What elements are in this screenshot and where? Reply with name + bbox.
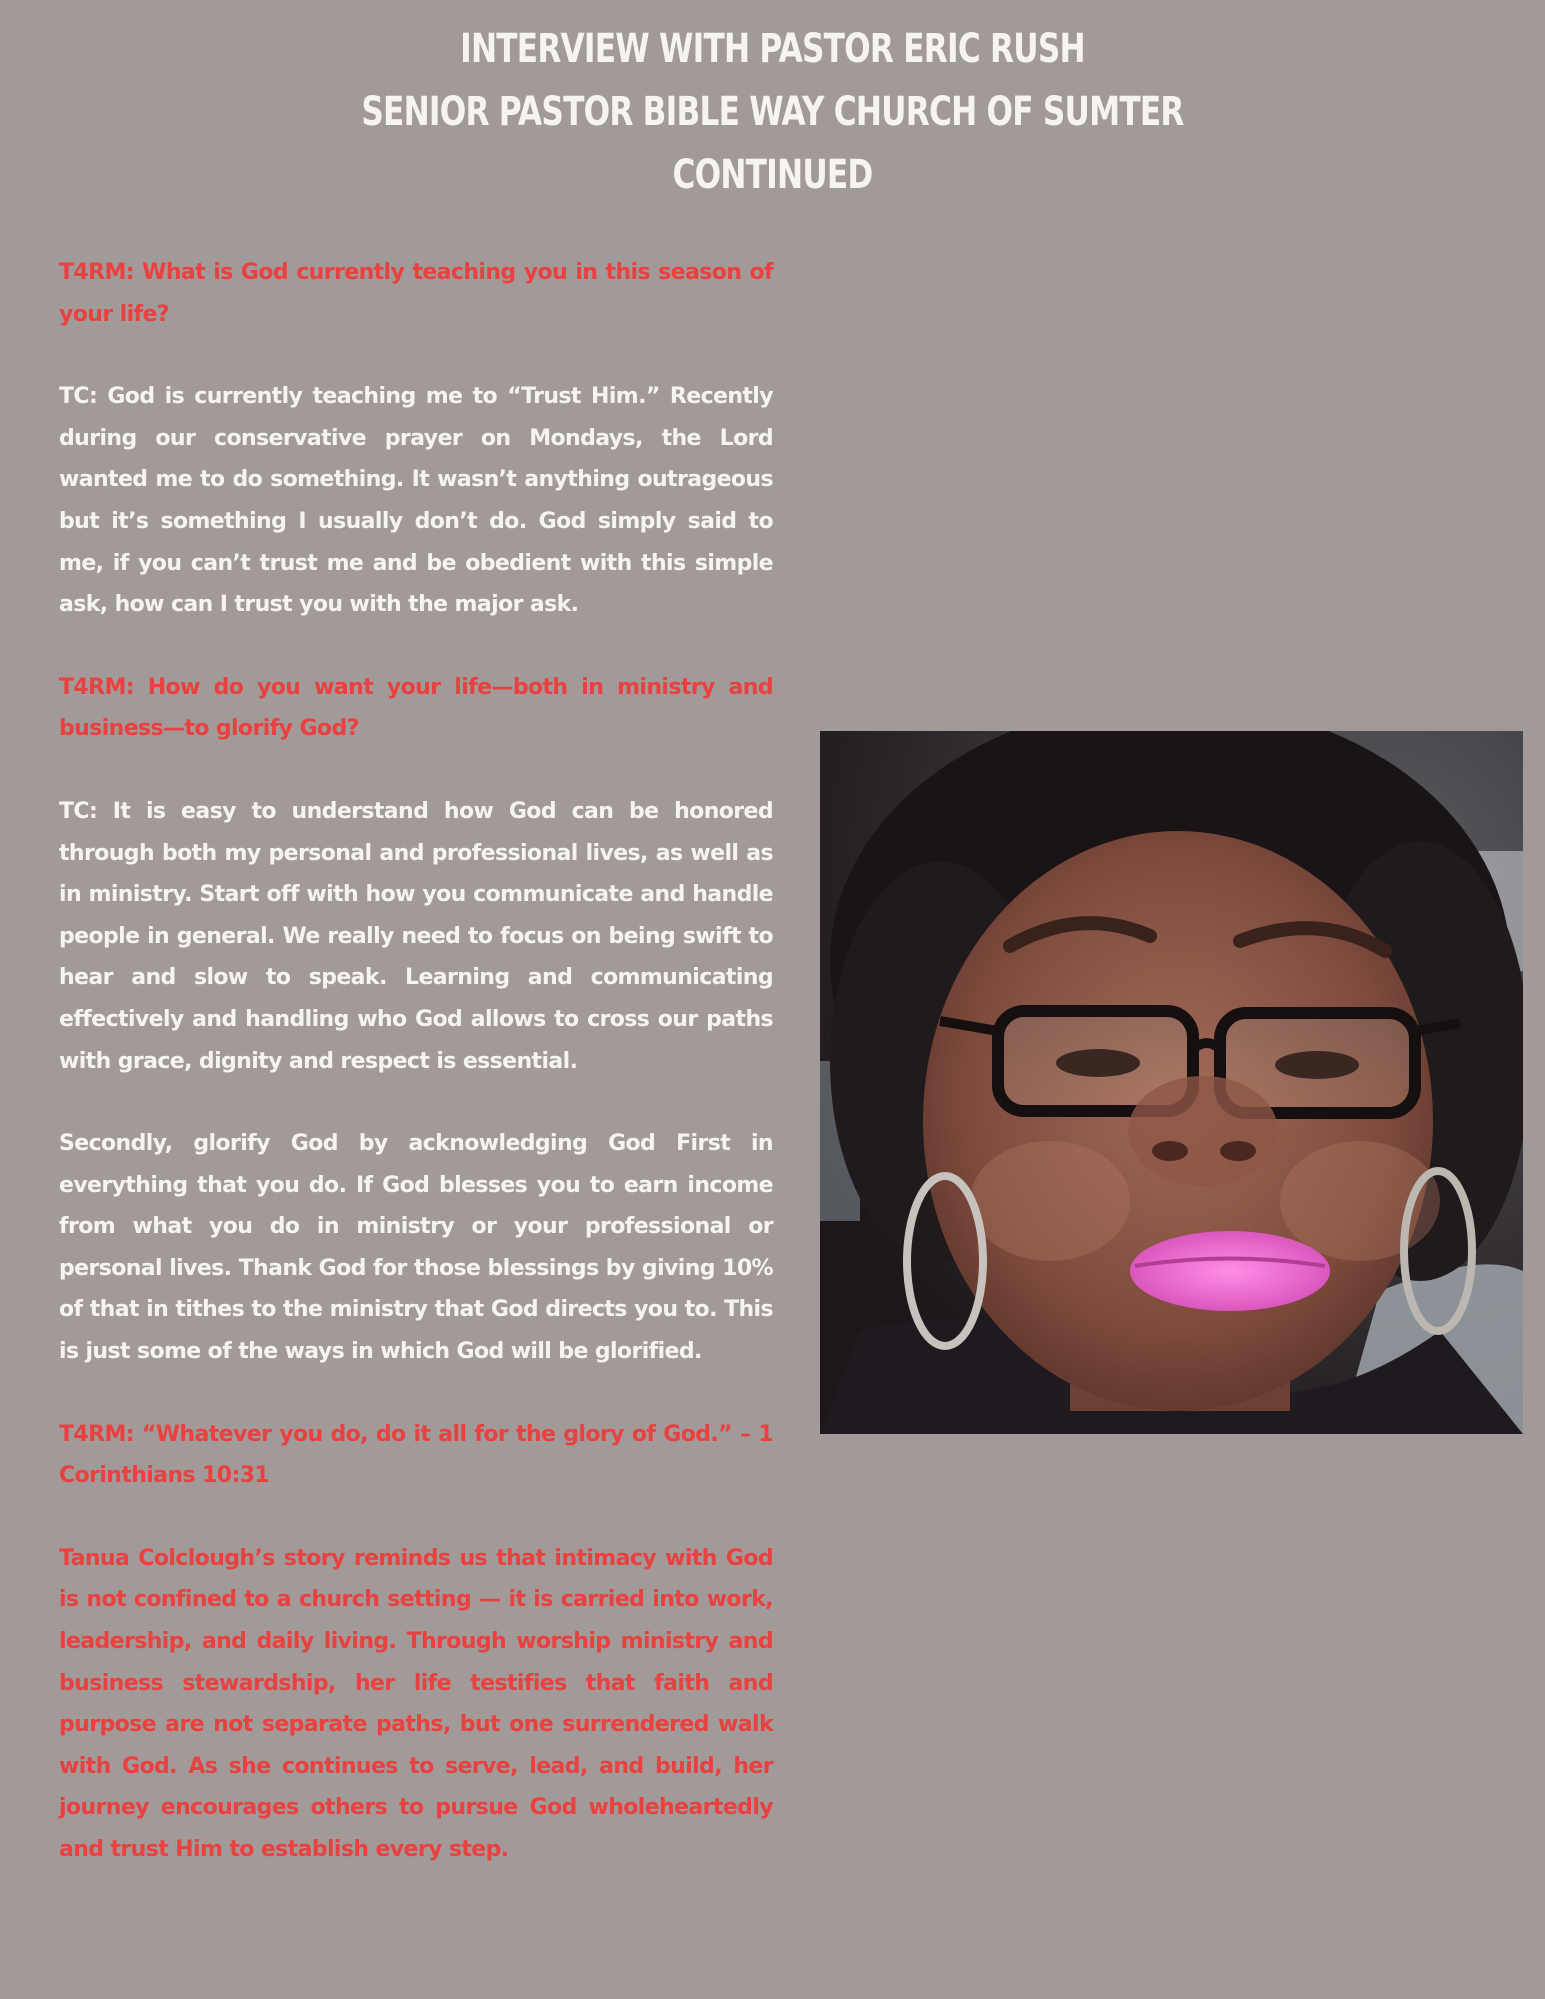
question-1: T4RM: What is God currently teaching you in this season of your life?	[59, 260, 773, 327]
answer-2: TC: It is easy to understand how God can be honored through both my personal and professional lives, as well as in ministry. Start off with how you communicate and handle people in general. We really need to focus on being swift to hear and slow to speak. Learning and communicating effectively and handling who God allows to cross our paths with grace, dignity and respect is essential.	[59, 798, 773, 1074]
scripture-quote: T4RM: “Whatever you do, do it all for the glory of God.” – 1 Corinthians 10:31	[59, 1421, 773, 1489]
answer-1: TC: God is currently teaching me to “Trust Him.” Recently during our conservative prayer on Mondays, the Lord wanted me to do something. It wasn’t anything outrageous but it’s something I usually don’t do. God simply said to me, if you can’t trust me and be obedient with this simple ask, how can I trust you with the major ask.	[59, 384, 773, 618]
interview-body	[59, 252, 773, 1912]
page-header	[0, 18, 1545, 207]
question-2: T4RM: How do you want your life—both in ministry and business—to glorify God?	[59, 674, 773, 742]
header-title: INTERVIEW WITH PASTOR ERIC RUSH	[460, 26, 1085, 72]
portrait-photo	[820, 731, 1523, 1434]
answer-2-continued: Secondly, glorify God by acknowledging God First in everything that you do. If God blesses you to earn income from what you do in ministry or your professional or personal lives. Thank God for those blessings by giving 10% of that in tithes to the ministry that God directs you to. This is just some of the ways in which God will be glorified.	[59, 1131, 773, 1365]
header-subtitle: SENIOR PASTOR BIBLE WAY CHURCH OF SUMTER	[361, 89, 1184, 135]
closing-paragraph: Tanua Colclough’s story reminds us that intimacy with God is not confined to a church setting — it is carried into work, leadership, and daily living. Through worship ministry and business stewardship, her life testifies that faith and purpose are not separate paths, but one surrendered walk with God. As she continues to serve, lead, and build, her journey encourages others to pursue God wholeheartedly and trust Him to establish every step.	[59, 1545, 773, 1862]
portrait-illustration	[820, 731, 1523, 1434]
header-continued: CONTINUED	[672, 152, 873, 198]
